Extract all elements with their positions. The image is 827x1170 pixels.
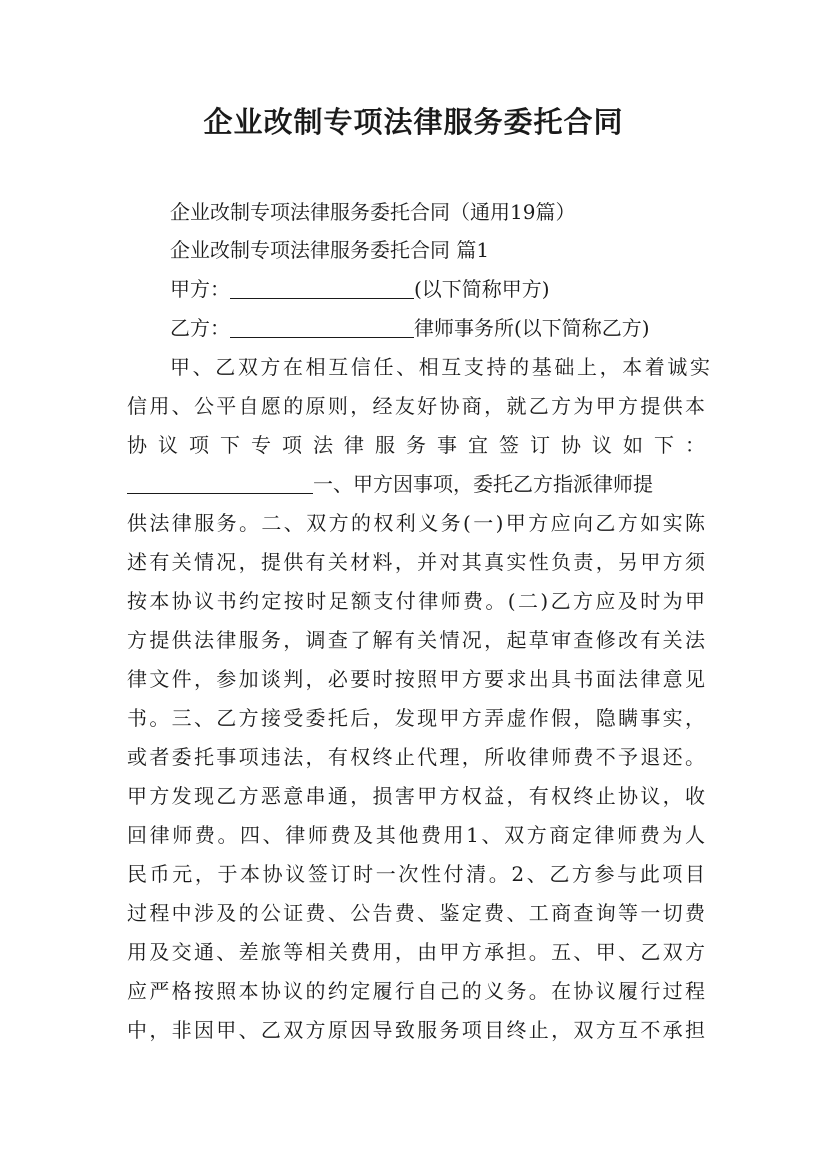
body-line: 或者委托事项违法，有权终止代理，所收律师费不予退还。 <box>127 745 705 769</box>
party-b-label: 乙方： <box>170 316 230 340</box>
body-line: 回律师费。四、律师费及其他费用1、双方商定律师费为人 <box>127 823 705 847</box>
body-line: 一、甲方因事项，委托乙方指派律师提 <box>313 472 653 496</box>
body-line-with-blank <box>127 469 705 499</box>
matter-blank <box>127 473 313 494</box>
party-a-line <box>170 274 710 304</box>
party-b-note: 律师事务所(以下简称乙方) <box>414 316 650 340</box>
body-line: 书。三、乙方接受委托后，发现甲方弄虚作假，隐瞒事实， <box>127 706 705 730</box>
body-line: 述有关情况，提供有关材料，并对其真实性负责，另甲方须 <box>127 550 705 574</box>
body-line: 中，非因甲、乙双方原因导致服务项目终止，双方互不承担 <box>127 1018 705 1042</box>
document-title: 企业改制专项法律服务委托合同 <box>203 105 624 139</box>
party-b-blank <box>230 317 414 338</box>
body-line: 甲方发现乙方恶意串通，损害甲方权益，有权终止协议，收 <box>127 784 705 808</box>
party-a-blank <box>230 278 414 299</box>
body-line: 按本协议书约定按时足额支付律师费。(二)乙方应及时为甲 <box>127 589 705 613</box>
body-line: 用及交通、差旅等相关费用，由甲方承担。五、甲、乙双方 <box>127 940 705 964</box>
section-heading: 企业改制专项法律服务委托合同 篇1 <box>170 238 490 262</box>
body-line: 协议项下专项法律服务事宜签订协议如下： <box>127 433 705 457</box>
party-a-note: (以下简称甲方) <box>414 277 550 301</box>
body-line: 应严格按照本协议的约定履行自己的义务。在协议履行过程 <box>127 979 705 1003</box>
body-line: 甲、乙双方在相互信任、相互支持的基础上，本着诚实 <box>170 355 710 379</box>
body-line: 过程中涉及的公证费、公告费、鉴定费、工商查询等一切费 <box>127 901 705 925</box>
body-line: 民币元，于本协议签订时一次性付清。2、乙方参与此项目 <box>127 862 705 886</box>
party-b-line <box>170 313 710 343</box>
party-a-label: 甲方： <box>170 277 230 301</box>
body-line: 供法律服务。二、双方的权利义务(一)甲方应向乙方如实陈 <box>127 511 705 535</box>
body-line: 律文件，参加谈判，必要时按照甲方要求出具书面法律意见 <box>127 667 705 691</box>
body-line: 信用、公平自愿的原则，经友好协商，就乙方为甲方提供本 <box>127 394 705 418</box>
subtitle-line: 企业改制专项法律服务委托合同（通用19篇） <box>170 200 576 224</box>
body-line: 方提供法律服务，调查了解有关情况，起草审查修改有关法 <box>127 628 705 652</box>
